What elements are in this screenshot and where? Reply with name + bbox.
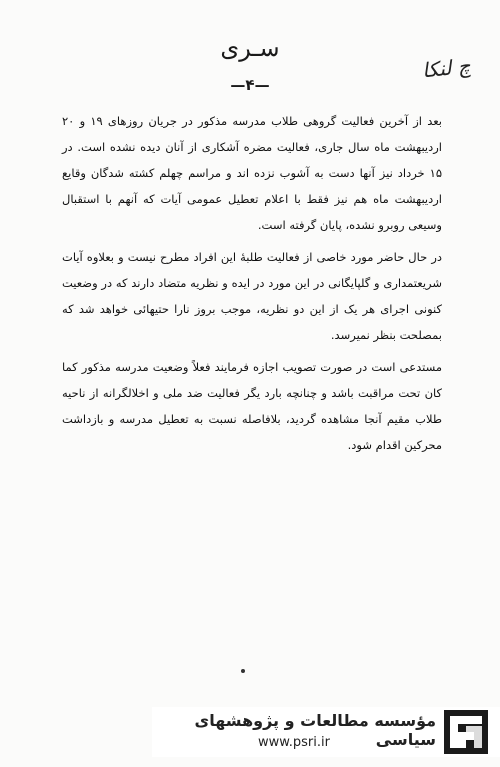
paragraph-1: بعد از آخرین فعالیت گروهی طلاب مدرسه مذکور در جریان روزهای ۱۹ و ۲۰ اردیبهشت ماه سال جاری، فعالیت مضره آشکاری از آنان دیده نشده است. در ۱۵ خرداد نیز آنها دست به آشوب نزده اند و مراسم چهلم کشته شدگان وقایع اردیبهشت ماه هم نیز فقط با اعلام تعطیل عمومی آیات که آنهم با استقبال وسیعی روبرو نشده، پایان گرفته است. [62, 114, 442, 232]
institute-url: www.psri.ir [258, 735, 330, 750]
paragraph-3: مستدعی است در صورت تصویب اجازه فرمایند فعلاً وضعیت مدرسه مذکور کما کان تحت مراقبت باشد و چنانچه بارد یگر فعالیت ضد ملی و اخلالگرانه از ناحیه طلاب مقیم آنجا مشاهده گردید، بلافاصله نسبت به تعطیل مدرسه و بازداشت محرکین اقدام شود. [62, 360, 442, 452]
classification-label: سـری [220, 34, 280, 62]
paragraph-2: در حال حاضر مورد خاصی از فعالیت طلبهٔ این افراد مطرح نیست و بعلاوه آیات شریعتمداری و گلپایگانی در این مورد در ایده و نظریه متضاد دارند که در وضعیت کنونی اجرای هر یک از این دو نظریه، موجب بروز نارا حتیهائی خواهد شد که بمصلحت بنظر نمیرسد. [62, 250, 442, 342]
institute-name: مؤسسه مطالعات و پژوهشهای سیاسی [194, 711, 436, 749]
psri-logo-icon [444, 710, 488, 754]
watermark-banner [152, 707, 500, 757]
page-number: —۴— [230, 76, 270, 94]
handwritten-note: چ لنکا [420, 53, 472, 83]
page-mark [241, 669, 245, 673]
document-body [62, 108, 442, 464]
